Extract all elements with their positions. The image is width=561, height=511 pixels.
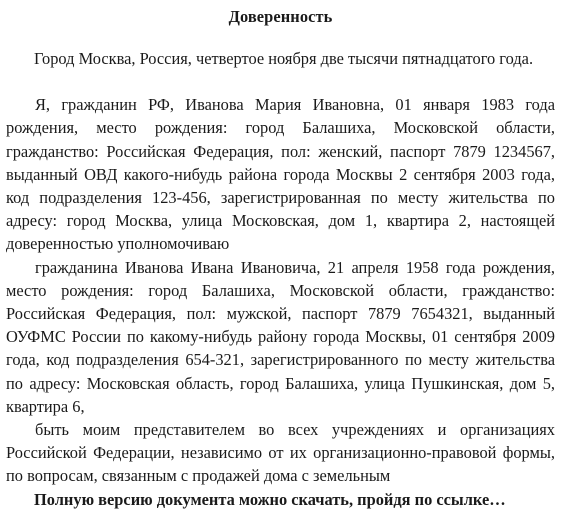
text-line: место рождения: город Балашиха, Московской области, гражданство: <box>6 280 555 300</box>
text-line: быть моим представителем во всех учреждениях и организациях <box>35 420 555 440</box>
paragraph-powers <box>6 418 555 488</box>
text-line: код подразделения 123-456, зарегистрированная по месту жительства по <box>6 188 555 208</box>
text-line: Российской Федерации, независимо от их организационно-правовой формы, <box>6 443 555 463</box>
city-date-line: Город Москва, Россия, четвертое ноября две тысячи пятнадцатого года. <box>34 49 534 68</box>
text-line: выданный ОВД какого-нибудь района города Москвы 2 сентября 2003 года, <box>6 164 555 184</box>
text-line: доверенностью уполномочиваю <box>6 234 230 254</box>
text-line: года, код подразделения 654-321, зарегистрированного по месту жительства <box>6 350 555 370</box>
text-line: Российская Федерация, пол: мужской, паспорт 7879 7654321, выданный <box>6 304 555 324</box>
text-line: Я, гражданин РФ, Иванова Мария Ивановна, 01 января 1983 года <box>35 95 555 115</box>
download-full-version-link[interactable]: Полную версию документа можно скачать, пройдя по ссылке… <box>34 489 506 509</box>
text-line: по вопросам, связанным с продажей дома с земельным <box>6 466 391 486</box>
document-page <box>6 0 555 511</box>
text-line: рождения, место рождения: город Балашиха, Московской области, <box>6 118 555 138</box>
paragraph-attorney <box>6 256 555 418</box>
text-line: квартира 6, <box>6 396 85 416</box>
text-line: ОУФМС России по какому-нибудь району города Москвы, 01 сентября 2009 <box>6 327 555 347</box>
text-line: гражданина Иванова Ивана Ивановича, 21 апреля 1958 года рождения, <box>35 257 555 277</box>
text-line: гражданство: Российская Федерация, пол: женский, паспорт 7879 1234567, <box>6 141 555 161</box>
text-line: адресу: город Москва, улица Московская, дом 1, квартира 2, настоящей <box>6 211 555 231</box>
document-title: Доверенность <box>228 7 333 26</box>
paragraph-principal <box>6 93 555 255</box>
text-line: по адресу: Московская область, город Балашиха, улица Пушкинская, дом 5, <box>6 373 555 393</box>
